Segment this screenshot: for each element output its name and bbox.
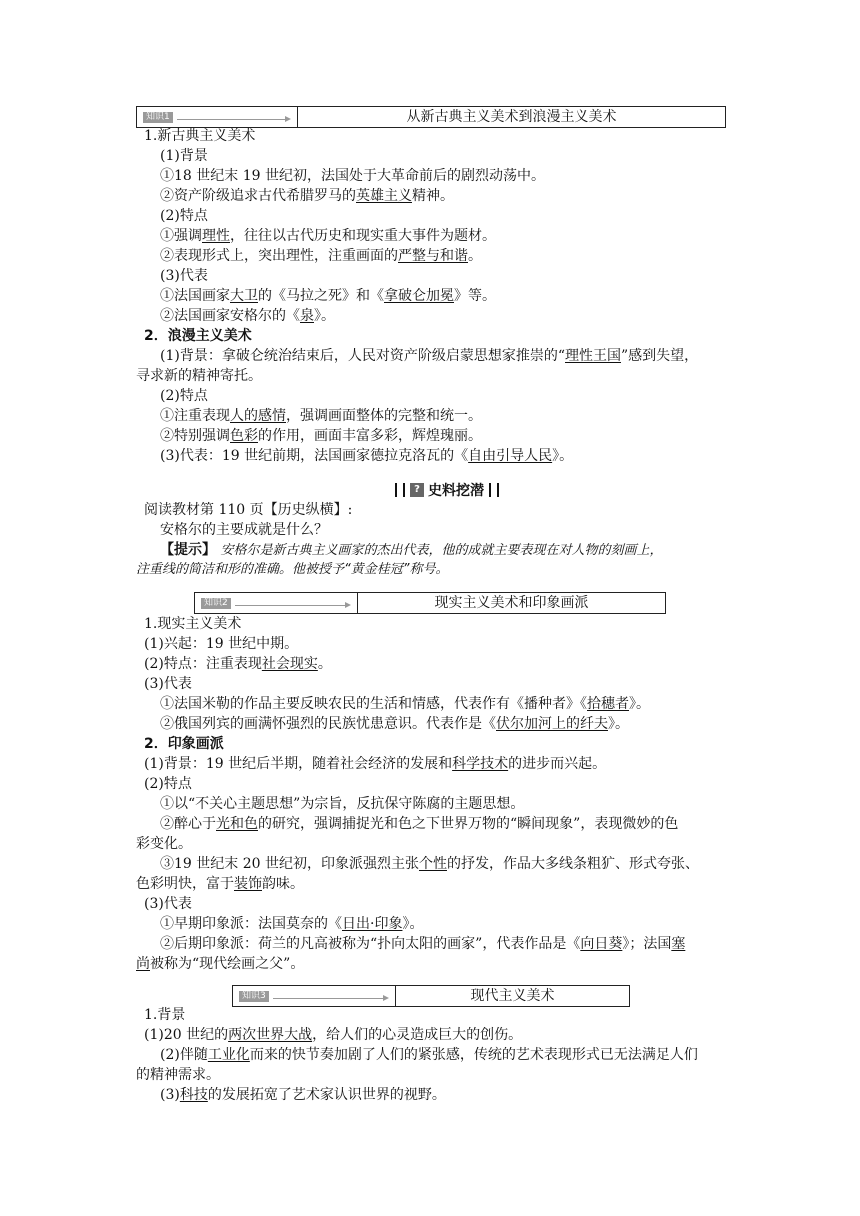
text-segment: 的《马拉之死》和《 — [258, 288, 384, 304]
arrow-icon — [273, 998, 387, 999]
keyword: 自由引导人民 — [468, 448, 553, 464]
text-segment: ①强调 — [160, 228, 202, 244]
text-segment: 1.背景 — [144, 1007, 186, 1023]
text-segment: ②特别强调 — [160, 428, 230, 444]
text-segment: ②法国画家安格尔的《 — [160, 308, 300, 324]
text-line — [144, 326, 252, 346]
keyword: 泉 — [300, 308, 314, 324]
hint-line-1 — [160, 540, 662, 561]
text-line — [136, 874, 304, 894]
text-segment: ①早期印象派：法国莫奈的《 — [160, 916, 342, 932]
hint-label: 【提示】 — [160, 542, 216, 558]
text-segment: ②资产阶级追求古代希腊罗马的 — [160, 188, 356, 204]
text-segment: ，给人们的心灵造成巨大的创伤。 — [312, 1027, 523, 1043]
text-segment: ①法国画家 — [160, 288, 230, 304]
question-icon: ? — [410, 483, 424, 497]
text-segment: 》。 — [608, 716, 629, 732]
bar-icon — [403, 483, 405, 497]
hint-text-1: 安格尔是新古典主义画家的杰出代表，他的成就主要表现在对人物的刻画上， — [220, 543, 663, 558]
bar-icon — [395, 483, 397, 497]
keyword: 人的感情 — [230, 408, 286, 424]
keyword: 拿破仑加冕 — [384, 288, 454, 304]
text-line — [160, 934, 685, 954]
text-line — [144, 634, 298, 654]
text-segment: ②表现形式上，突出理性，注重画面的 — [160, 248, 398, 264]
text-segment: (2)伴随 — [160, 1047, 208, 1063]
keyword: 装饰 — [234, 876, 262, 892]
text-line — [160, 346, 698, 366]
text-line — [160, 186, 454, 206]
read-instruction: 阅读教材第 110 页【历史纵横】: — [144, 502, 353, 518]
arrow-icon — [177, 119, 289, 120]
text-line — [160, 266, 208, 286]
text-line — [144, 734, 224, 754]
bar-icon — [489, 483, 491, 497]
text-segment: (2)特点：注重表现 — [144, 656, 262, 672]
text-line — [160, 146, 208, 166]
text-line — [136, 954, 304, 974]
text-segment: 被称为“现代绘画之父”。 — [150, 956, 305, 972]
text-line — [160, 1085, 446, 1105]
sources-title: 史料挖潜 — [428, 483, 484, 499]
keyword: 拾穗者 — [587, 696, 629, 712]
text-segment: (1)背景：拿破仑统治结束后，人民对资产阶级启蒙思想家推崇的“ — [160, 348, 565, 364]
text-segment: ②醉心于 — [160, 816, 216, 832]
keyword: 严整与和谐 — [398, 248, 468, 264]
text-segment: 2．印象画派 — [144, 736, 224, 752]
text-segment: 》。 — [314, 308, 335, 324]
text-line — [160, 166, 545, 186]
text-segment: ③19 世纪末 20 世纪初，印象派强烈主张 — [160, 856, 419, 872]
keyword: 科技 — [179, 1087, 208, 1103]
text-segment: 色彩明快，富于 — [136, 876, 234, 892]
text-line — [144, 754, 606, 774]
section-3-header — [232, 985, 630, 1007]
text-segment: (1)背景：19 世纪后半期，随着社会经济的发展和 — [144, 756, 453, 772]
text-line — [160, 814, 678, 834]
keyword: 科学技术 — [452, 756, 509, 772]
text-segment: ①以“不关心主题思想”为宗旨，反抗保守陈腐的主题思想。 — [160, 796, 525, 812]
text-segment: 的研究，强调捕捉光和色之下世界万物的“瞬间现象”，表现微妙的色 — [258, 816, 679, 832]
text-line — [160, 246, 482, 266]
keyword: 英雄主义 — [356, 188, 412, 204]
keyword: 工业化 — [207, 1047, 250, 1063]
text-segment: 的抒发，作品大多线条粗犷、形式夸张、 — [446, 856, 699, 872]
section-2-tag-box — [195, 593, 358, 613]
section-1-title: 从新古典主义美术到浪漫主义美术 — [406, 109, 617, 125]
text-line — [160, 446, 573, 466]
hint-line-2: 注重线的简洁和形的准确。他被授予“黄金桂冠”称号。 — [136, 562, 449, 577]
keyword: 理性 — [202, 228, 230, 244]
text-line — [144, 126, 255, 146]
text-segment: (3)代表：19 世纪前期，法国画家德拉克洛瓦的《 — [160, 448, 469, 464]
text-line — [144, 674, 192, 694]
text-segment: 2．浪漫主义美术 — [144, 328, 252, 344]
text-segment: (1)兴起：19 世纪中期。 — [144, 636, 299, 652]
bar-icon — [497, 483, 499, 497]
text-segment: 的发展拓宽了艺术家认识世界的视野。 — [207, 1087, 446, 1103]
keyword: 大卫 — [230, 288, 258, 304]
text-line — [160, 694, 650, 714]
text-segment: ②俄国列宾的画满怀强烈的民族忧患意识。代表作是《 — [160, 716, 496, 732]
text-segment: ”感到失望， — [621, 348, 699, 364]
text-line — [160, 226, 496, 246]
text-segment: 。 — [317, 656, 332, 672]
section-3-tag-box — [233, 986, 396, 1006]
keyword: 色彩 — [230, 428, 258, 444]
text-segment: 寻求新的精神寄托。 — [136, 368, 262, 384]
text-segment: 》。 — [402, 916, 424, 932]
keyword: 尚 — [136, 956, 150, 972]
text-segment: 》；法国 — [622, 936, 672, 952]
text-segment: 的进步而兴起。 — [508, 756, 607, 772]
sources-heading — [394, 480, 500, 500]
text-line — [144, 614, 241, 634]
keyword: 向日葵 — [580, 936, 623, 952]
text-segment: 1.新古典主义美术 — [144, 128, 256, 144]
text-line — [160, 854, 699, 874]
text-line — [144, 654, 332, 674]
text-segment: 韵味。 — [262, 876, 304, 892]
text-line — [136, 366, 262, 386]
text-segment: 1.现实主义美术 — [144, 616, 242, 632]
text-segment: ①注重表现 — [160, 408, 230, 424]
text-segment: 而来的快节奏加剧了人们的紧张感，传统的艺术表现形式已无法满足人们 — [249, 1047, 698, 1063]
text-segment: ①法国米勒的作品主要反映农民的生活和情感，代表作有《播种者》《 — [160, 696, 587, 712]
section-3-title: 现代主义美术 — [470, 988, 555, 1004]
text-line — [160, 306, 335, 326]
section-2-tag: 知识2 — [201, 598, 231, 609]
section-3-tag: 知识3 — [239, 991, 269, 1002]
text-segment: 》等。 — [454, 288, 496, 304]
text-line — [160, 386, 208, 406]
text-segment: 的精神需求。 — [136, 1067, 220, 1083]
text-line — [160, 286, 496, 306]
text-segment: 精神。 — [412, 188, 454, 204]
text-segment: (3)代表 — [144, 896, 192, 912]
arrow-icon — [235, 605, 349, 606]
text-line — [160, 714, 629, 734]
text-segment: 的作用，画面丰富多彩，辉煌瑰丽。 — [258, 428, 482, 444]
keyword: 两次世界大战 — [228, 1027, 313, 1043]
text-segment: ②后期印象派：荷兰的凡高被称为“扑向太阳的画家”，代表作品是《 — [160, 936, 581, 952]
text-segment: ①18 世纪末 19 世纪初，法国处于大革命前后的剧烈动荡中。 — [160, 168, 545, 184]
text-line — [136, 1065, 220, 1085]
text-segment: (3)代表 — [160, 268, 208, 284]
text-line — [144, 1025, 522, 1045]
text-segment: 彩变化。 — [136, 836, 192, 852]
text-line — [136, 834, 192, 854]
text-line — [160, 794, 524, 814]
text-segment: (2)特点 — [144, 776, 192, 792]
text-line — [160, 406, 482, 426]
text-segment: 》。 — [552, 448, 574, 464]
text-line — [144, 1005, 185, 1025]
section-1-tag: 知识1 — [143, 112, 173, 123]
question-text: 安格尔的主要成就是什么？ — [160, 522, 328, 538]
keyword: 塞 — [671, 936, 686, 952]
text-segment: (2)特点 — [160, 388, 208, 404]
text-segment: (3) — [160, 1087, 180, 1103]
text-line — [160, 426, 482, 446]
text-segment: (2)特点 — [160, 208, 208, 224]
keyword: 光和色 — [216, 816, 258, 832]
text-segment: ，往往以古代历史和现实重大事件为题材。 — [230, 228, 496, 244]
section-2-title: 现实主义美术和印象画派 — [434, 595, 589, 611]
section-1-tag-box — [137, 107, 298, 127]
keyword: 日出·印象 — [342, 916, 403, 932]
text-line — [160, 206, 208, 226]
text-line — [144, 774, 192, 794]
text-line — [160, 1045, 698, 1065]
section-2-header — [194, 592, 666, 614]
text-segment: 。 — [468, 248, 482, 264]
text-segment: (1)背景 — [160, 148, 208, 164]
section-1-header — [136, 106, 726, 128]
keyword: 个性 — [418, 856, 447, 872]
text-line — [160, 914, 423, 934]
keyword: 伏尔加河上的纤夫 — [496, 716, 608, 732]
text-segment: ，强调画面整体的完整和统一。 — [286, 408, 482, 424]
keyword: 理性王国 — [565, 348, 621, 364]
text-segment: (3)代表 — [144, 676, 192, 692]
text-segment: 》。 — [629, 696, 650, 712]
text-line — [144, 894, 192, 914]
keyword: 社会现实 — [261, 656, 318, 672]
text-segment: (1)20 世纪的 — [144, 1027, 229, 1043]
